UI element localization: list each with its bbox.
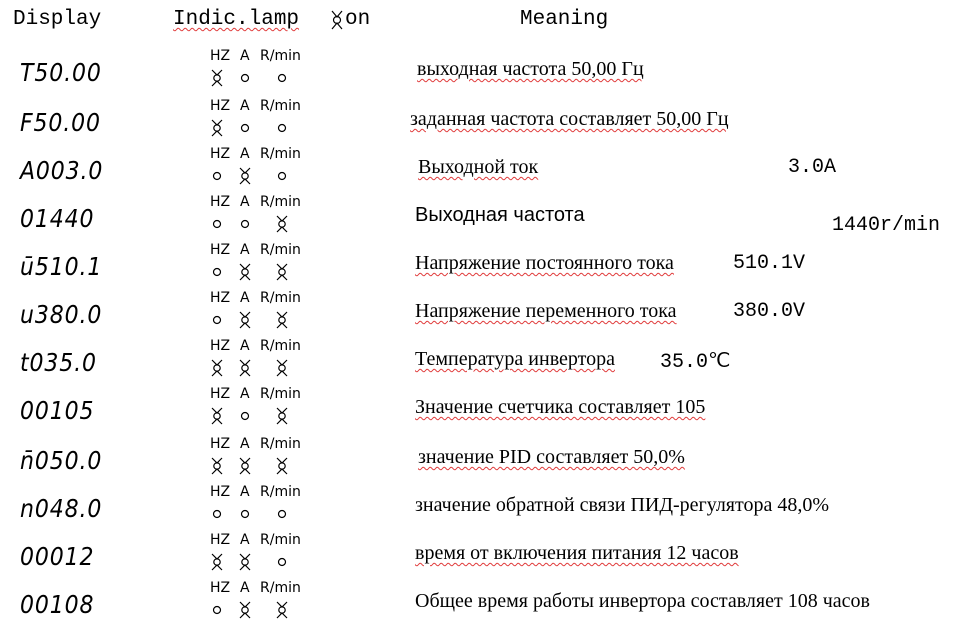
row-value: 1440r/min <box>832 214 941 237</box>
table-row: t035.0 HZ A R/min Температура инвертора 35.0℃ <box>20 338 731 377</box>
display-readout: ū510.1 <box>20 252 103 281</box>
a-lamp-icon <box>238 553 252 571</box>
row-meaning: Напряжение переменного тока <box>415 300 677 322</box>
row-meaning: Выходной ток <box>418 156 539 178</box>
display-readout: F50.00 <box>20 108 101 137</box>
rmin-lamp-icon <box>275 119 289 137</box>
a-lamp-icon <box>238 69 252 87</box>
table-row: 00105 HZ A R/min Значение счетчика составляет 105 <box>20 386 706 425</box>
meaning-column-header: Meaning <box>520 8 609 31</box>
rmin-lamp-icon <box>275 167 289 185</box>
hz-lamp-icon <box>210 311 224 329</box>
lamp-on-legend-label: on <box>345 8 371 31</box>
table-row: F50.00 HZ A R/min заданная частота составляет 50,00 Гц <box>20 98 729 137</box>
a-lamp-icon <box>238 407 252 425</box>
a-lamp-icon <box>238 359 252 377</box>
lamp-on-icon <box>330 10 344 30</box>
rmin-lamp-icon <box>275 457 289 475</box>
table-row: u380.0 HZ A R/min Напряжение переменного тока 380.0V <box>20 290 806 329</box>
row-value: 510.1V <box>733 252 806 275</box>
display-readout: n̄050.0 <box>20 446 103 475</box>
display-readout: T50.00 <box>20 58 102 87</box>
row-meaning: выходная частота 50,00 Гц <box>417 58 644 80</box>
rmin-lamp-icon <box>275 69 289 87</box>
table-row: ū510.1 HZ A R/min Напряжение постоянного тока 510.1V <box>20 242 806 281</box>
display-readout: u380.0 <box>20 300 103 329</box>
row-meaning: время от включения питания 12 часов <box>415 542 739 564</box>
a-lamp-icon <box>238 215 252 233</box>
display-readout: t035.0 <box>20 348 97 377</box>
row-value: 3.0A <box>788 156 837 179</box>
a-lamp-icon <box>238 505 252 523</box>
hz-lamp-icon <box>210 119 224 137</box>
display-readout: 01440 <box>20 204 95 233</box>
rmin-lamp-icon <box>275 407 289 425</box>
display-column-header: Display <box>13 8 102 31</box>
row-meaning: значение PID составляет 50,0% <box>418 446 685 468</box>
table-row: 00012 HZ A R/min время от включения питания 12 часов <box>20 532 739 571</box>
table-row: n̄050.0 HZ A R/min значение PID составляет 50,0% <box>20 436 685 475</box>
a-lamp-icon <box>238 119 252 137</box>
hz-lamp-icon <box>210 601 224 619</box>
hz-lamp-icon <box>210 215 224 233</box>
table-row: 01440 HZ A R/min Выходная частота 1440r/min <box>20 194 941 237</box>
hz-lamp-icon <box>210 167 224 185</box>
rmin-lamp-icon <box>275 359 289 377</box>
row-meaning: Напряжение постоянного тока <box>415 252 674 274</box>
rmin-lamp-icon <box>275 215 289 233</box>
display-readout: 00105 <box>20 396 95 425</box>
row-value: 380.0V <box>733 300 806 323</box>
row-meaning: заданная частота составляет 50,00 Гц <box>410 108 729 130</box>
table-row: n048.0 HZ A R/min значение обратной связи ПИД-регулятора 48,0% <box>20 484 830 523</box>
hz-lamp-icon <box>210 263 224 281</box>
a-lamp-icon <box>238 311 252 329</box>
display-readout: 00012 <box>20 542 95 571</box>
a-lamp-icon <box>238 167 252 185</box>
display-readout: A003.0 <box>20 156 104 185</box>
table-row: T50.00 HZ A R/min выходная частота 50,00 Гц <box>20 48 644 87</box>
table-row: A003.0 HZ A R/min Выходной ток 3.0A <box>20 146 837 185</box>
table-row: 00108 HZ A R/min Общее время работы инвертора составляет 108 часов <box>20 580 870 619</box>
row-meaning: Выходная частота <box>415 204 585 226</box>
row-meaning: Температура инвертора <box>415 348 615 370</box>
row-meaning: значение обратной связи ПИД-регулятора 48,0% <box>415 494 830 516</box>
display-readout: n048.0 <box>20 494 103 523</box>
rmin-lamp-icon <box>275 311 289 329</box>
rmin-lamp-icon <box>275 505 289 523</box>
indicator-lamp-column-header: Indic.lamp <box>173 8 300 31</box>
hz-lamp-icon <box>210 407 224 425</box>
hz-lamp-icon <box>210 457 224 475</box>
row-meaning: Значение счетчика составляет 105 <box>415 396 706 418</box>
row-meaning: Общее время работы инвертора составляет 108 часов <box>415 590 870 612</box>
lamp-on-legend <box>330 8 370 31</box>
row-value: 35.0℃ <box>660 351 731 374</box>
hz-lamp-icon <box>210 553 224 571</box>
a-lamp-icon <box>238 601 252 619</box>
a-lamp-icon <box>238 457 252 475</box>
rmin-lamp-icon <box>275 263 289 281</box>
rmin-lamp-icon <box>275 601 289 619</box>
rmin-lamp-icon <box>275 553 289 571</box>
display-readout: 00108 <box>20 590 95 619</box>
hz-lamp-icon <box>210 505 224 523</box>
a-lamp-icon <box>238 263 252 281</box>
hz-lamp-icon <box>210 359 224 377</box>
hz-lamp-icon <box>210 69 224 87</box>
